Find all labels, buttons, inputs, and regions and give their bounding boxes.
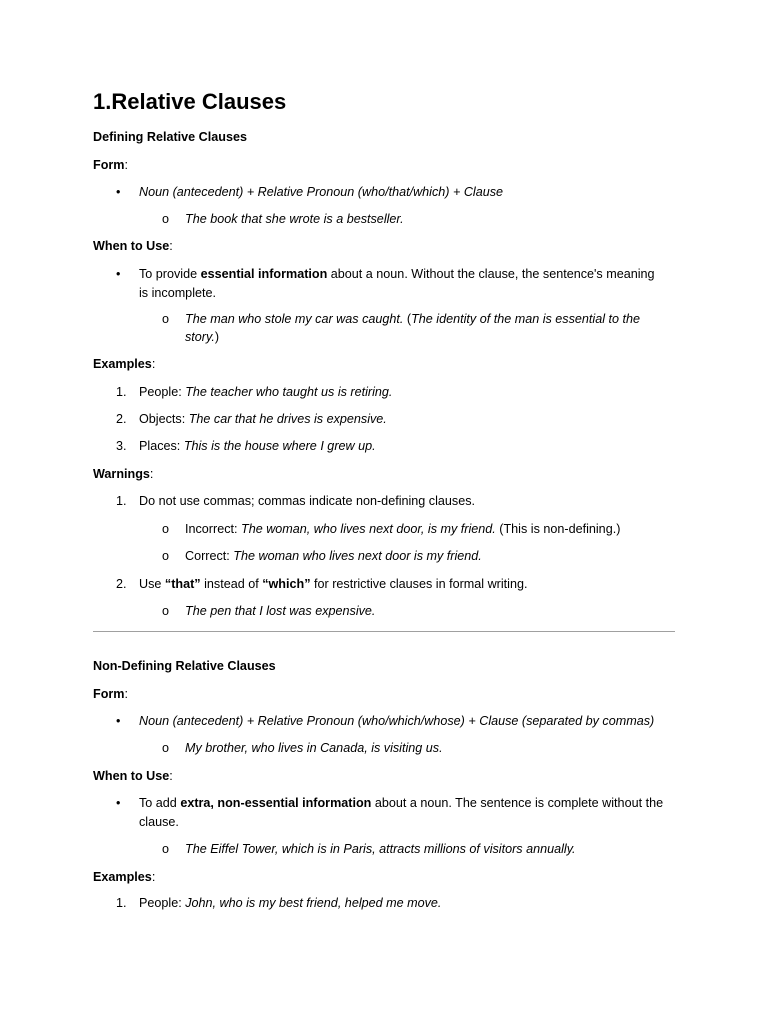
when-to-use-label: When to Use: <box>93 239 173 253</box>
section-divider <box>93 631 675 632</box>
form-label: Form: <box>93 158 128 172</box>
warning-item: Do not use commas; commas indicate non-defining clauses. <box>139 494 475 508</box>
sub-bullet-marker: o <box>162 741 170 755</box>
sub-bullet-marker: o <box>162 549 170 563</box>
list-item: Places: This is the house where I grew up. <box>139 439 376 453</box>
bullet-marker: • <box>116 185 121 199</box>
bullet-marker: • <box>116 796 121 810</box>
when-to-use-text: To add extra, non-essential information about a noun. The sentence is complete without the <box>139 796 664 810</box>
list-number: 1. <box>116 494 127 508</box>
sub-bullet-marker: o <box>162 522 170 536</box>
page-title: 1.Relative Clauses <box>93 89 287 114</box>
list-number: 1. <box>116 896 127 910</box>
correct-example: Correct: The woman who lives next door is my friend. <box>185 549 482 563</box>
form-example-text: The book that she wrote is a bestseller. <box>185 212 404 226</box>
when-to-use-label: When to Use: <box>93 769 173 783</box>
sub-bullet-marker: o <box>162 604 170 618</box>
warning-example: The pen that I lost was expensive. <box>185 604 376 618</box>
when-to-use-example-continued: story.) <box>185 330 220 344</box>
sub-bullet-marker: o <box>162 842 170 856</box>
when-to-use-example: The man who stole my car was caught. (The identity of the man is essential to the <box>185 312 641 326</box>
list-item: People: John, who is my best friend, helped me move. <box>139 896 442 910</box>
when-to-use-text: To provide essential information about a noun. Without the clause, the sentence's meaning <box>139 267 655 281</box>
form-example-text: My brother, who lives in Canada, is visiting us. <box>185 741 443 755</box>
form-bullet-text: Noun (antecedent) + Relative Pronoun (who/which/whose) + Clause (separated by commas) <box>139 714 655 728</box>
list-number: 1. <box>116 385 127 399</box>
when-to-use-example: The Eiffel Tower, which is in Paris, attracts millions of visitors annually. <box>185 842 576 856</box>
section-heading-non-defining: Non-Defining Relative Clauses <box>93 659 276 673</box>
list-number: 2. <box>116 412 127 426</box>
bullet-marker: • <box>116 714 121 728</box>
examples-label: Examples: <box>93 357 156 371</box>
sub-bullet-marker: o <box>162 312 170 326</box>
list-number: 3. <box>116 439 127 453</box>
warnings-label: Warnings: <box>93 467 154 481</box>
examples-label: Examples: <box>93 870 156 884</box>
when-to-use-text-continued: clause. <box>139 815 179 829</box>
when-to-use-text-continued: is incomplete. <box>139 286 216 300</box>
form-bullet-text: Noun (antecedent) + Relative Pronoun (who/that/which) + Clause <box>139 185 504 199</box>
list-item: People: The teacher who taught us is retiring. <box>139 385 393 399</box>
list-item: Objects: The car that he drives is expensive. <box>139 412 387 426</box>
list-number: 2. <box>116 577 127 591</box>
section-heading-defining: Defining Relative Clauses <box>93 130 247 144</box>
form-label: Form: <box>93 687 128 701</box>
bullet-marker: • <box>116 267 121 281</box>
warning-item: Use “that” instead of “which” for restrictive clauses in formal writing. <box>139 577 528 591</box>
sub-bullet-marker: o <box>162 212 170 226</box>
incorrect-example: Incorrect: The woman, who lives next door, is my friend. (This is non-defining.) <box>185 522 621 536</box>
